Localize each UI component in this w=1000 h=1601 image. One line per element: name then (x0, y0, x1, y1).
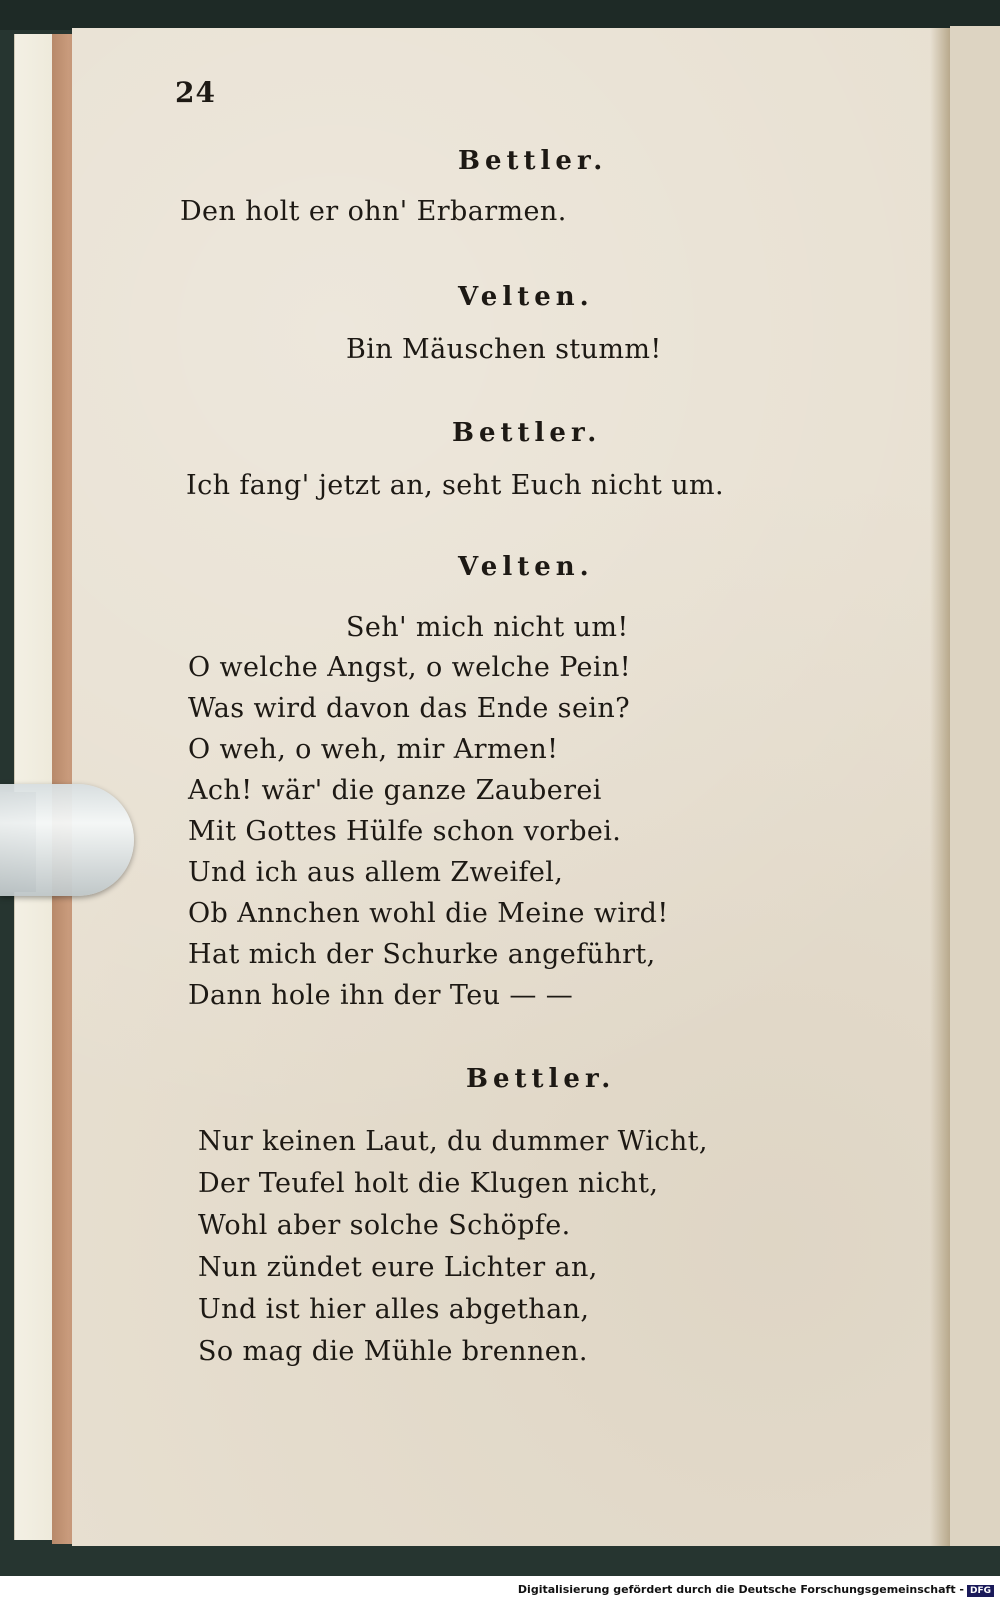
speaker-bettler-2: Bettler. (452, 418, 602, 448)
speaker-velten-1: Velten. (458, 282, 594, 312)
verse-line: So mag die Mühle brennen. (198, 1336, 588, 1367)
speaker-bettler-3: Bettler. (466, 1064, 616, 1094)
verse-line: Bin Mäuschen stumm! (346, 334, 662, 365)
verse-line: Nun zündet eure Lichter an, (198, 1252, 598, 1283)
verse-line: Nur keinen Laut, du dummer Wicht, (198, 1126, 708, 1157)
verse-line: Wohl aber solche Schöpfe. (198, 1210, 571, 1241)
page-number: 24 (175, 76, 216, 109)
verse-line: O weh, o weh, mir Armen! (188, 734, 559, 765)
dfg-logo-icon: DFG (967, 1585, 994, 1597)
credit-text: Digitalisierung gefördert durch die Deutsche Forschungsgemeinschaft - (517, 1583, 964, 1596)
verse-line: Ach! wär' die ganze Zauberei (188, 775, 602, 806)
verse-line: Hat mich der Schurke angeführt, (188, 939, 656, 970)
verse-line: Dann hole ihn der Teu — — (188, 980, 574, 1011)
verse-line: Mit Gottes Hülfe schon vorbei. (188, 816, 622, 847)
verse-line: Ob Annchen wohl die Meine wird! (188, 898, 669, 929)
speaker-bettler-1: Bettler. (458, 146, 608, 176)
dfg-credit (518, 1583, 994, 1597)
verse-line: Seh' mich nicht um! (346, 612, 629, 643)
verse-line: Was wird davon das Ende sein? (188, 693, 631, 724)
page-clip (0, 784, 134, 896)
verse-line: Ich fang' jetzt an, seht Euch nicht um. (186, 470, 725, 501)
page-gutter-shadow (930, 28, 950, 1546)
speaker-velten-2: Velten. (458, 552, 594, 582)
verse-line: O welche Angst, o welche Pein! (188, 652, 631, 683)
facing-page-edge (950, 26, 1000, 1546)
verse-line: Und ist hier alles abgethan, (198, 1294, 590, 1325)
verse-line: Den holt er ohn' Erbarmen. (180, 196, 567, 227)
scanner-background (0, 0, 1000, 30)
verse-line: Der Teufel holt die Klugen nicht, (198, 1168, 659, 1199)
verse-line: Und ich aus allem Zweifel, (188, 857, 564, 888)
